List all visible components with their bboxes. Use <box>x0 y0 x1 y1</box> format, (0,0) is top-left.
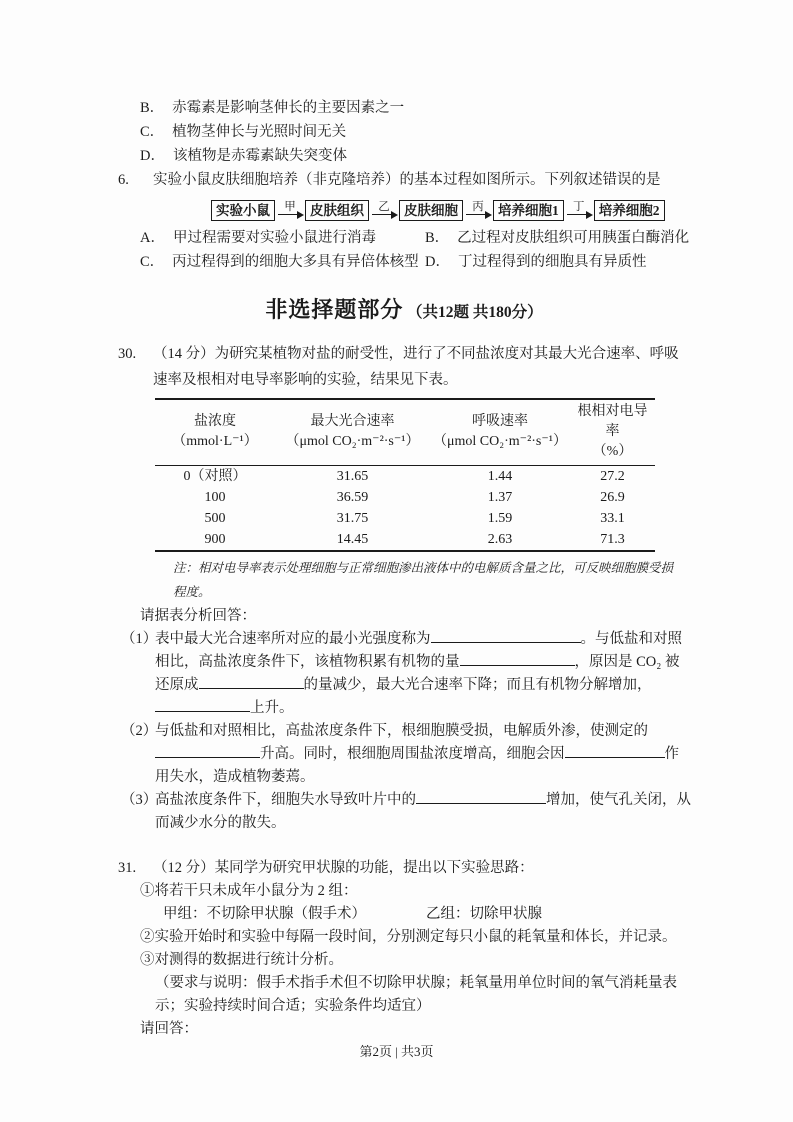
fill-blank <box>199 675 304 689</box>
flow-arrow-label: 丁 <box>573 200 585 213</box>
option-label: A． <box>140 230 165 246</box>
arrow-right-icon <box>466 214 490 216</box>
flow-box-culture1: 培养细胞1 <box>493 200 564 221</box>
q5-option-c <box>115 120 693 144</box>
arrow-right-icon <box>278 214 302 216</box>
part-text: 高盐浓度条件下，细胞失水导致叶片中的 增加，使气孔关闭，从而减少水分的散失。 <box>155 792 691 831</box>
table-cell: 31.75 <box>336 511 369 526</box>
q6-option-a <box>140 226 425 250</box>
section-title: 非选择题部分 <box>265 297 404 322</box>
q5-option-d <box>115 144 693 168</box>
table-cell: 1.59 <box>487 511 513 526</box>
table-cell: 500 <box>204 511 226 526</box>
q31-step2: ②实验开始时和实验中每隔一段时间，分别测定每只小鼠的耗氧量和体长，并记录。 <box>140 929 677 945</box>
column-header: 呼吸速率 （μmol CO₂·m⁻²·s⁻¹） <box>433 414 567 449</box>
table-cell: 26.9 <box>600 490 625 505</box>
q31-step3: ③对测得的数据进行统计分析。 <box>140 952 343 968</box>
table-cell: 14.45 <box>336 532 369 547</box>
option-label: C． <box>140 254 165 270</box>
question-text: （14 分）为研究某植物对盐的耐受性，进行了不同盐浓度对其最大光合速率、呼吸速率及根相对电导率影响的实验，结果见下表。 <box>153 346 679 388</box>
question-number: 31. <box>118 860 137 876</box>
fill-blank <box>416 790 546 804</box>
table-header-row <box>155 399 655 466</box>
flow-arrow-yi <box>369 201 399 216</box>
group-b: 乙组：切除甲状腺 <box>426 906 542 922</box>
question-number: 30. <box>118 346 137 362</box>
flow-arrow-label: 丙 <box>472 200 484 213</box>
column-header: 盐浓度 （mmol·L⁻¹） <box>172 414 258 449</box>
fill-blank <box>565 744 665 758</box>
part-text: 与低盐和对照相比，高盐浓度条件下，根细胞膜受损，电解质外渗，使测定的升高。同时，根细胞周围盐浓度增高，细胞会因 作用失水，造成植物萎蔫。 <box>155 723 679 785</box>
part-label: （3） <box>121 792 158 808</box>
option-label: B． <box>425 230 450 246</box>
option-label: D． <box>425 254 450 270</box>
q31-block <box>115 857 693 1041</box>
table-cell: 0（对照） <box>183 469 247 484</box>
flow-arrow-jia <box>275 201 305 216</box>
option-label: B． <box>140 100 165 116</box>
q30-part3 <box>115 789 693 835</box>
q6-option-c <box>140 250 425 274</box>
table-row <box>155 508 655 529</box>
page-footer: 第2页 | 共3页 <box>359 1044 434 1059</box>
q30-part1 <box>115 628 693 720</box>
option-label: C． <box>140 124 165 140</box>
column-header: 最大光合速率 （μmol CO₂·m⁻²·s⁻¹） <box>285 414 420 449</box>
question-text: 实验小鼠皮肤细胞培养（非克隆培养）的基本过程如图所示。下列叙述错误的是 <box>153 172 661 188</box>
page-content <box>115 96 693 1041</box>
table-cell: 31.65 <box>336 469 369 484</box>
section-header <box>115 294 693 329</box>
fill-blank <box>431 629 581 643</box>
question-number: 6. <box>118 172 129 188</box>
table-cell: 27.2 <box>600 469 625 484</box>
arrow-right-icon <box>567 214 591 216</box>
group-a: 甲组：不切除甲状腺（假手术） <box>163 906 366 922</box>
flow-arrow-label: 甲 <box>284 200 296 213</box>
part-label: （2） <box>121 723 158 739</box>
arrow-right-icon <box>372 214 396 216</box>
q30-intro <box>115 341 693 393</box>
q6-options-row2 <box>115 250 693 274</box>
flow-arrow-bing <box>463 201 493 216</box>
flow-arrow-label: 乙 <box>378 200 390 213</box>
table-note: 注：相对电导率表示处理细胞与正常细胞渗出液体中的电解质含量之比，可反映细胞膜受损程度。 <box>173 561 674 599</box>
table-row <box>155 529 655 551</box>
flow-box-skin-cells: 皮肤细胞 <box>399 200 463 221</box>
flow-box-mouse: 实验小鼠 <box>211 200 275 221</box>
q6-flow-diagram <box>211 196 693 224</box>
q31-requirements: （要求与说明：假手术指手术但不切除甲状腺；耗氧量用单位时间的氧气消耗量表示；实验持续时间合适；实验条件均适宜） <box>155 975 677 1014</box>
fill-blank <box>155 698 250 712</box>
q6-option-b <box>425 226 689 250</box>
option-text: 丙过程得到的细胞大多具有异倍体核型 <box>172 254 419 270</box>
q30-part2 <box>115 720 693 789</box>
table-cell: 36.59 <box>336 490 369 505</box>
q30-data-table <box>155 398 655 552</box>
flow-arrow-ding <box>564 201 594 216</box>
q31-step1: ①将若干只未成年小鼠分为 2 组： <box>140 883 358 899</box>
fill-blank <box>460 652 575 666</box>
table-cell: 1.37 <box>487 490 513 505</box>
q30-prompt: 请据表分析回答： <box>140 608 256 624</box>
option-text: 乙过程对皮肤组织可用胰蛋白酶消化 <box>457 230 690 246</box>
fill-blank <box>155 744 260 758</box>
table-cell: 1.44 <box>487 469 513 484</box>
part-text: 表中最大光合速率所对应的最小光强度称为 。与低盐和对照相比，高盐浓度条件下，该植物积累有机物的量 ，原因是 CO₂ 被还原成 的量减少，最大光合速率下降；而且有机物分解增加，上升。 <box>155 631 682 716</box>
q5-option-b <box>115 96 693 120</box>
table-cell: 33.1 <box>600 511 625 526</box>
option-text: 该植物是赤霉素缺失突变体 <box>172 148 347 164</box>
part-label: （1） <box>121 631 158 647</box>
table-row <box>155 466 655 488</box>
option-text: 甲过程需要对实验小鼠进行消毒 <box>172 230 376 246</box>
q6-stem <box>115 168 693 192</box>
option-label: D． <box>140 148 165 164</box>
table-cell: 71.3 <box>600 532 625 547</box>
option-text: 植物茎伸长与光照时间无关 <box>172 124 347 140</box>
option-text: 赤霉素是影响茎伸长的主要因素之一 <box>172 100 405 116</box>
question-text: （12 分）某同学为研究甲状腺的功能，提出以下实验思路： <box>153 860 534 876</box>
option-text: 丁过程得到的细胞具有异质性 <box>457 254 647 270</box>
section-subtitle: （共12题 共180分） <box>407 304 543 321</box>
q31-prompt: 请回答： <box>140 1021 198 1037</box>
column-header: 根相对电导率 （%） <box>577 404 648 459</box>
q6-options-row1 <box>115 226 693 250</box>
table-cell: 2.63 <box>487 532 513 547</box>
flow-box-culture2: 培养细胞2 <box>594 200 665 221</box>
q31-groups <box>115 903 693 926</box>
table-row <box>155 487 655 508</box>
q31-intro <box>115 857 693 880</box>
flow-box-skin-tissue: 皮肤组织 <box>305 200 369 221</box>
q6-option-d <box>425 250 646 274</box>
table-cell: 100 <box>204 490 226 505</box>
table-cell: 900 <box>204 532 226 547</box>
